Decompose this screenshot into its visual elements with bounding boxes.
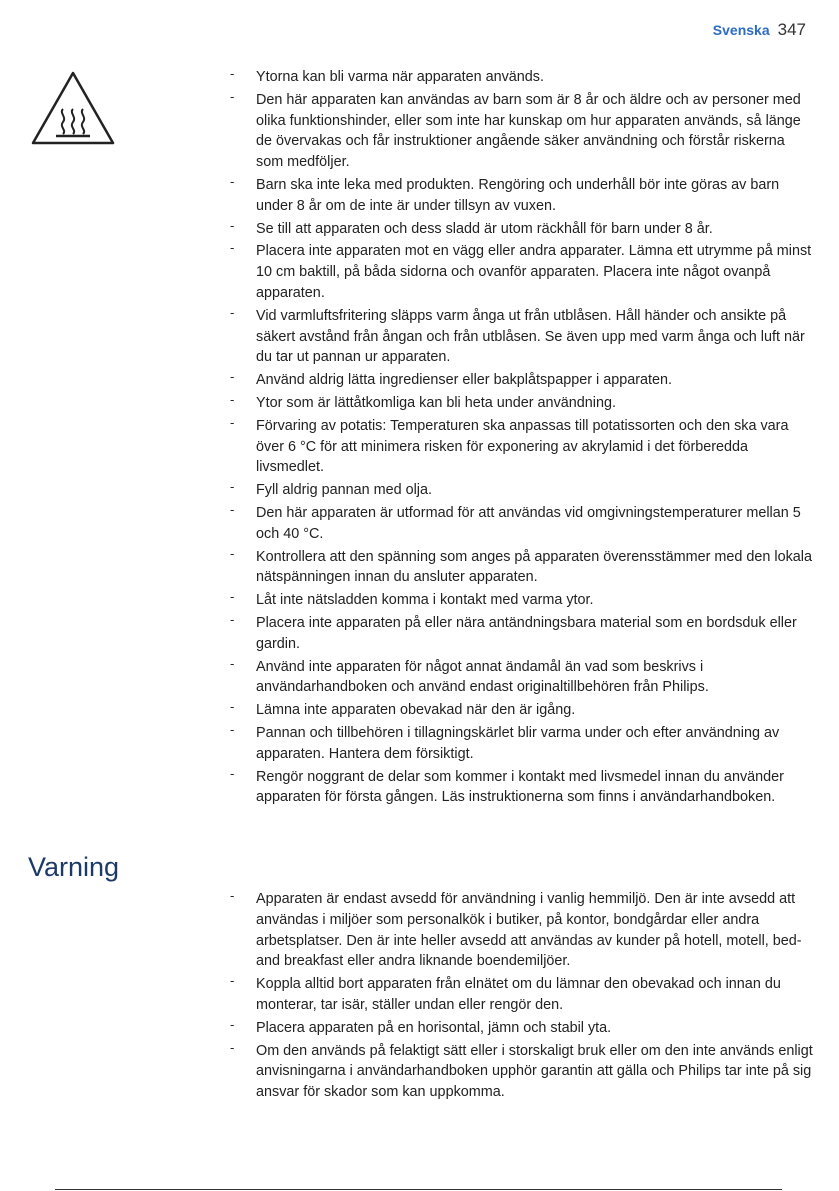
list-item [230, 1018, 815, 1039]
list-item [230, 306, 815, 368]
section-heading-varning: Varning [28, 852, 120, 882]
list-item-text: Fyll aldrig pannan med olja. [256, 482, 432, 499]
bullet-dash: - [230, 1016, 235, 1032]
list-item [230, 700, 815, 721]
list-item-text: Kontrollera att den spänning som anges på apparaten överensstämmer med den lokala nätspänningen innan du ansluter apparaten. [256, 548, 812, 586]
bullet-dash: - [230, 973, 235, 989]
caution-list [230, 67, 815, 810]
bullet-dash: - [230, 88, 235, 104]
list-item-text: Lämna inte apparaten obevakad när den är igång. [256, 702, 576, 719]
list-item-text: Rengör noggrant de delar som kommer i kontakt med livsmedel innan du använder apparaten för första gången. Läs instruktionerna som finns i användarhandboken. [256, 768, 784, 806]
list-item [230, 90, 815, 173]
bullet-dash: - [230, 217, 235, 233]
list-item [230, 393, 815, 414]
list-item-text: Barn ska inte leka med produkten. Rengöring och underhåll bör inte göras av barn under 8 år om de inte är under tillsyn av vuxen. [256, 176, 780, 214]
hot-surface-warning-icon [30, 70, 116, 146]
list-item [230, 767, 815, 809]
bullet-dash: - [230, 479, 235, 495]
list-item [230, 723, 815, 765]
list-item [230, 613, 815, 655]
list-item-text: Den här apparaten kan användas av barn som är 8 år och äldre och av personer med olika funktionshinder, eller som inte har kunskap om hur apparaten används, så länge de övervakas och får instruktioner angående säker användning och förstår riskerna som medföljer. [256, 91, 801, 171]
list-item [230, 219, 815, 240]
list-item-text: Vid varmluftsfritering släpps varm ånga ut från utblåsen. Håll händer och ansikte på säkert avstånd från ångan och från utblåsen. Se även upp med varm ånga och luft när du tar ut pannan ur apparaten. [256, 307, 805, 366]
list-item-text: Förvaring av potatis: Temperaturen ska anpassas till potatissorten och den ska vara över 6 °C för att minimera risken för exponering av akrylamid i det förberedda livsmedlet. [256, 417, 789, 476]
bullet-dash: - [230, 699, 235, 715]
list-item-text: Apparaten är endast avsedd för användning i vanlig hemmiljö. Den är inte avsedd att användas i miljöer som personalkök i butiker, på kontor, bondgårdar eller andra arbetsplatser. Den är inte heller avsedd att användas av kunder på hotell, motell, bed- and breakfast eller andra liknande boendemiljöer. [256, 891, 802, 970]
list-item-text: Koppla alltid bort apparaten från elnätet om du lämnar den obevakad och innan du monterar, tar isär, ställer undan eller rengör den. [256, 976, 781, 1013]
list-item-text: Om den används på felaktigt sätt eller i storskaligt bruk eller om den inte används enligt anvisningarna i användarhandboken upphör garantin att gälla och Philips tar inte på sig ansvar för skador som kan uppkomma. [256, 1042, 813, 1101]
list-item-text: Pannan och tillbehören i tillagningskärlet blir varma under och efter användning av apparaten. Hantera dem försiktigt. [256, 724, 780, 762]
footer-divider [55, 1189, 782, 1190]
bullet-dash: - [230, 888, 235, 903]
page-number: 347 [777, 20, 806, 39]
list-item [230, 480, 815, 501]
bullet-dash: - [230, 173, 235, 189]
bullet-dash: - [230, 545, 235, 561]
list-item [230, 67, 815, 88]
list-item [230, 974, 815, 1016]
bullet-dash: - [230, 66, 235, 81]
list-item [230, 175, 815, 217]
bullet-dash: - [230, 501, 235, 517]
list-item [230, 370, 815, 391]
bullet-dash: - [230, 721, 235, 737]
language-label: Svenska [712, 22, 770, 38]
list-item [230, 503, 815, 545]
list-item [230, 590, 815, 611]
list-item [230, 547, 815, 589]
bullet-dash: - [230, 765, 235, 781]
bullet-dash: - [230, 1039, 235, 1055]
bullet-dash: - [230, 391, 235, 407]
list-item [230, 889, 815, 972]
list-item [230, 1041, 815, 1103]
warning-list [230, 889, 815, 1105]
bullet-dash: - [230, 240, 235, 256]
list-item-text: Placera inte apparaten mot en vägg eller andra apparater. Lämna ett utrymme på minst 10 cm baktill, på båda sidorna och ovanför apparaten. Placera inte något ovanpå apparaten. [256, 243, 812, 301]
page-header [713, 20, 806, 40]
list-item-text: Ytor som är lättåtkomliga kan bli heta under användning. [256, 394, 616, 411]
bullet-dash: - [230, 304, 235, 320]
list-item-text: Använd inte apparaten för något annat ändamål än vad som beskrivs i användarhandboken och använd endast originaltillbehören från Philips. [256, 658, 709, 696]
bullet-dash: - [230, 611, 235, 627]
list-item-text: Placera apparaten på en horisontal, jämn och stabil yta. [256, 1019, 612, 1036]
list-item [230, 241, 815, 303]
bullet-dash: - [230, 589, 235, 605]
list-item [230, 657, 815, 699]
bullet-dash: - [230, 369, 235, 385]
list-item-text: Använd aldrig lätta ingredienser eller bakplåtspapper i apparaten. [256, 372, 673, 389]
bullet-dash: - [230, 655, 235, 671]
list-item-text: Placera inte apparaten på eller nära antändningsbara material som en bordsduk eller gardin. [256, 614, 797, 652]
list-item-text: Den här apparaten är utformad för att användas vid omgivningstemperaturer mellan 5 och 40 °C. [256, 504, 801, 542]
list-item-text: Ytorna kan bli varma när apparaten används. [256, 69, 544, 85]
bullet-dash: - [230, 414, 235, 430]
list-item [230, 416, 815, 478]
list-item-text: Se till att apparaten och dess sladd är utom räckhåll för barn under 8 år. [256, 220, 713, 237]
list-item-text: Låt inte nätsladden komma i kontakt med varma ytor. [256, 592, 594, 609]
